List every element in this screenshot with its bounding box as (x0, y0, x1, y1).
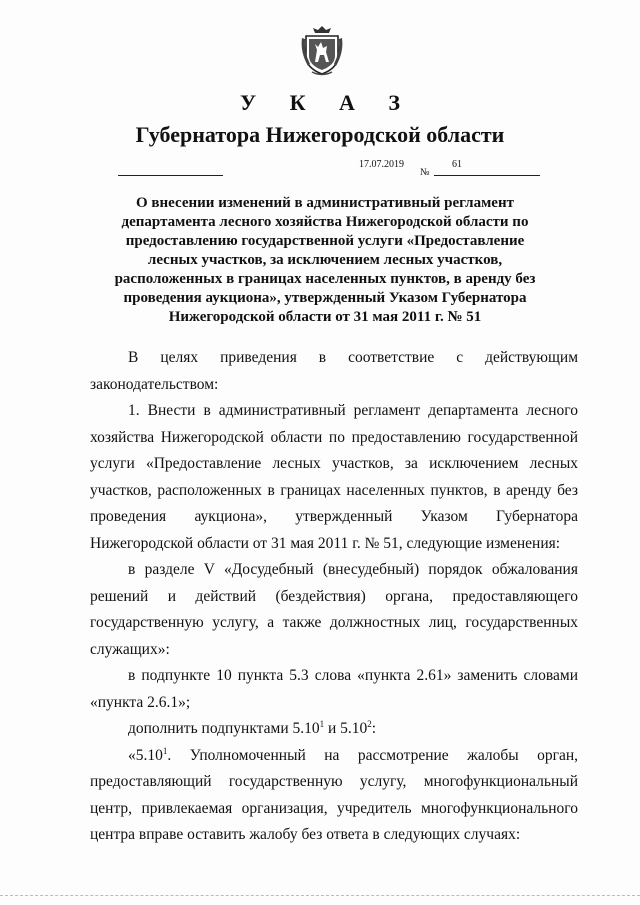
paragraph-subitem-10: в подпункте 10 пункта 5.3 слова «пункта 2.61» заменить словами «пункта 2.6.1»; (90, 667, 578, 711)
number-sign: № (420, 167, 430, 178)
paragraph-preamble: В целях приведения в соответствие с действующим законодательством: (90, 349, 578, 393)
document-type: У К А З (239, 90, 415, 115)
superscript: 1 (162, 745, 168, 756)
text-segment: «5.10 (128, 746, 163, 764)
paragraph-5-10-1 (90, 743, 578, 849)
document-date: 17.07.2019 (359, 159, 404, 170)
paragraph-add-subitems (90, 716, 578, 743)
date-underline (118, 175, 223, 176)
superscript: 2 (367, 718, 372, 729)
scan-edge (0, 895, 640, 896)
text-segment: : (371, 720, 377, 737)
paragraph-item-1: 1. Внести в административный регламент департамента лесного хозяйства Нижегородской области по предоставлению государственной услуги «Предоставление лесных участков, за исключением лесных участков, расположенных в границах населенных пунктов, в аренду без проведения аукциона», утвержденный Указом Губернатора Нижегородской области от 31 мая 2011 г. № 51, следующие изменения: (90, 402, 578, 552)
superscript: 1 (319, 718, 325, 729)
text-segment: . Уполномоченный на рассмотрение жалобы орган, предоставляющий государственную услугу, многофункциональный центр, привлекаемая организация, учредитель многофункционального центра вправе оставить жалобу без ответа в следующих случаях: (90, 746, 578, 843)
number-underline (434, 175, 540, 176)
document-title: О внесении изменений в административный регламент департамента лесного хозяйства Нижегородской области по предоставлению государственной услуги «Предоставление лесных участков, за исключением лесных участков, расположенных в границах населенных пунктов, в аренду без проведения аукциона», утвержденный Указом Губернатора Нижегородской области от 31 мая 2011 г. № 51 (114, 195, 536, 325)
paragraph-section-v: в разделе V «Досудебный (внесудебный) порядок обжалования решений и действий (бездействия) органа, предоставляющего государственную услугу, а также должностных лиц, государственных служащих»: (90, 561, 578, 658)
coat-of-arms-icon (300, 22, 344, 76)
text-segment: дополнить подпунктами 5.10 (128, 720, 320, 737)
text-segment: и 5.10 (324, 720, 368, 737)
document-number: 61 (452, 159, 462, 170)
issuer-title: Губернатора Нижегородской области (135, 122, 505, 147)
document-body (90, 345, 578, 849)
